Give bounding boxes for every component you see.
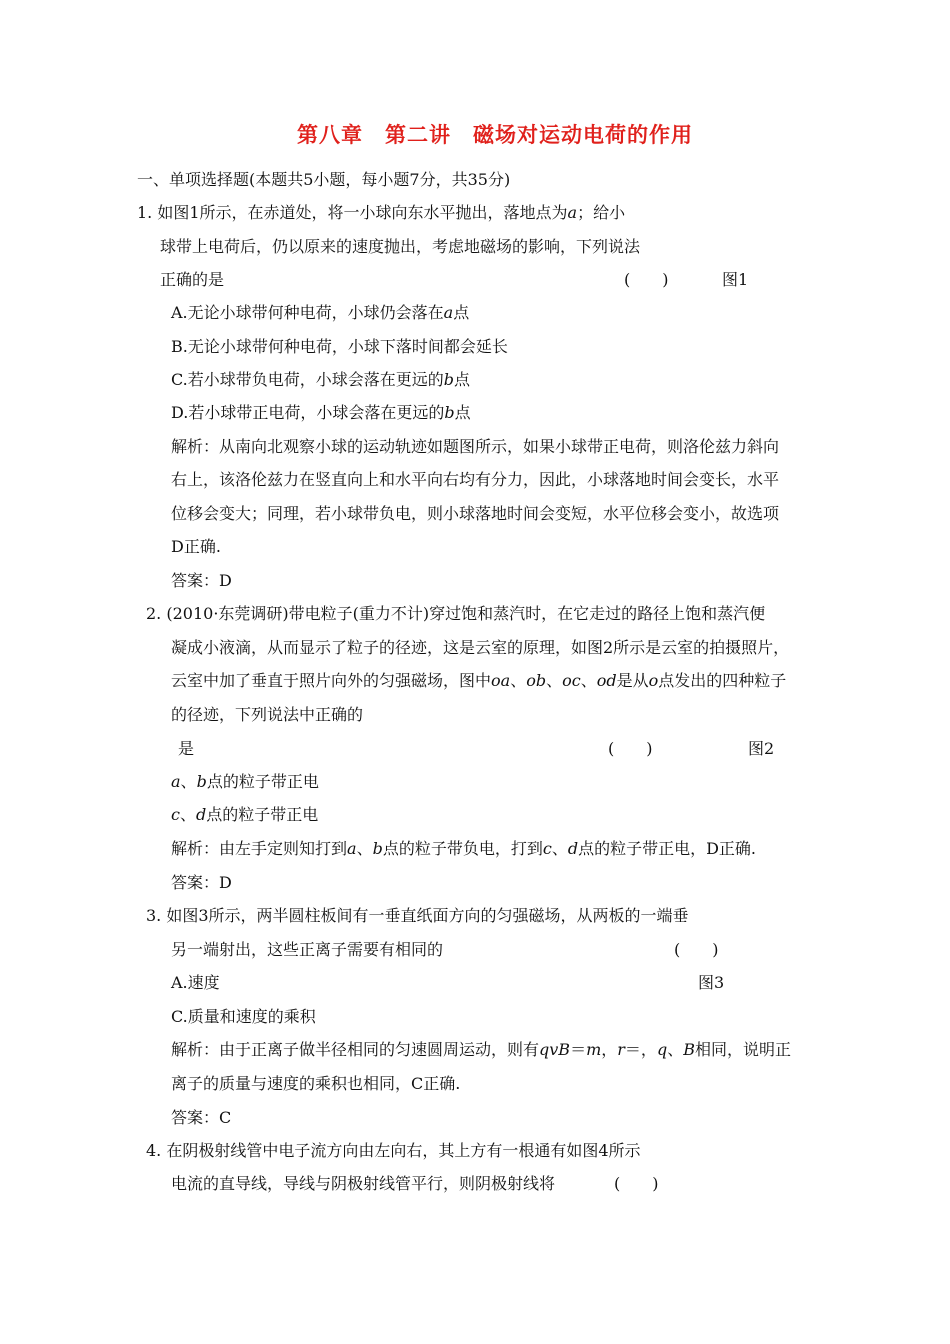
question-4-line-2: 电流的直导线，导线与阴极射线管平行，则阴极射线将 — [171, 1174, 556, 1193]
question-2-line-5: 是 — [178, 739, 195, 758]
option-b: B.无论小球带何种电荷，小球下落时间都会延长 — [171, 337, 508, 356]
option-line-2: c、d点的粒子带正电 — [171, 805, 319, 824]
analysis-line-1: 解析：从南向北观察小球的运动轨迹如题图所示，如果小球带正电荷，则洛伦兹力斜向 — [171, 437, 780, 456]
question-1-line-3: 正确的是 — [160, 270, 225, 289]
question-2-line-2: 凝成小液滴，从而显示了粒子的径迹，这是云室的原理，如图2所示是云室的拍摄照片， — [171, 638, 790, 657]
question-1-line-1: 1. 如图1所示，在赤道处，将一小球向东水平抛出，落地点为a；给小 — [137, 203, 626, 222]
option-d: D.若小球带正电荷，小球会落在更远的b点 — [171, 403, 471, 422]
question-2-line-3: 云室中加了垂直于照片向外的匀强磁场，图中oa、ob、oc、od是从o点发出的四种粒子 — [171, 671, 787, 690]
answer-blank: ( ) — [608, 739, 653, 758]
question-1-line-2: 球带上电荷后，仍以原来的速度抛出，考虑地磁场的影响，下列说法 — [160, 237, 641, 256]
answer-blank: ( ) — [674, 940, 719, 959]
analysis-line-1: 解析：由于正离子做半径相同的匀速圆周运动，则有qvB＝m，r＝，q、B相同，说明正 — [171, 1040, 791, 1059]
page-title: 第八章 第二讲 磁场对运动电荷的作用 — [297, 122, 693, 147]
option-line-1: a、b点的粒子带正电 — [171, 772, 319, 791]
answer-blank: ( ) — [624, 270, 669, 289]
analysis-line-3: 位移会变大；同理，若小球带负电，则小球落地时间会变短，水平位移会变小，故选项 — [171, 504, 780, 523]
figure-label: 图3 — [698, 973, 725, 992]
option-a: A.速度 — [171, 973, 220, 992]
option-c: C.若小球带负电荷，小球会落在更远的b点 — [171, 370, 471, 389]
answer-text: 答案：C — [171, 1108, 232, 1127]
question-3-line-2: 另一端射出，这些正离子需要有相同的 — [171, 940, 444, 959]
question-2-line-1: 2. (2010·东莞调研)带电粒子(重力不计)穿过饱和蒸汽时，在它走过的路径上饱和蒸汽便 — [146, 604, 766, 623]
question-3-line-1: 3. 如图3所示，两半圆柱板间有一垂直纸面方向的匀强磁场，从两板的一端垂 — [146, 906, 689, 925]
question-2-line-4: 的径迹，下列说法中正确的 — [171, 705, 364, 724]
figure-label: 图1 — [722, 270, 749, 289]
analysis-line: 解析：由左手定则知打到a、b点的粒子带负电，打到c、d点的粒子带正电，D正确. — [171, 839, 756, 858]
figure-label: 图2 — [748, 739, 775, 758]
answer-text: 答案：D — [171, 873, 232, 892]
answer-blank: ( ) — [614, 1174, 659, 1193]
answer-text: 答案：D — [171, 571, 232, 590]
analysis-line-2: 离子的质量与速度的乘积也相同，C正确. — [171, 1074, 461, 1093]
analysis-line-2: 右上，该洛伦兹力在竖直向上和水平向右均有分力，因此，小球落地时间会变长，水平 — [171, 470, 780, 489]
section-heading: 一、单项选择题(本题共5小题，每小题7分，共35分) — [137, 170, 511, 189]
question-4-line-1: 4. 在阴极射线管中电子流方向由左向右，其上方有一根通有如图4所示 — [146, 1141, 641, 1160]
option-a: A.无论小球带何种电荷，小球仍会落在a点 — [171, 303, 470, 322]
option-c: C.质量和速度的乘积 — [171, 1007, 316, 1026]
analysis-line-4: D正确. — [171, 537, 221, 556]
